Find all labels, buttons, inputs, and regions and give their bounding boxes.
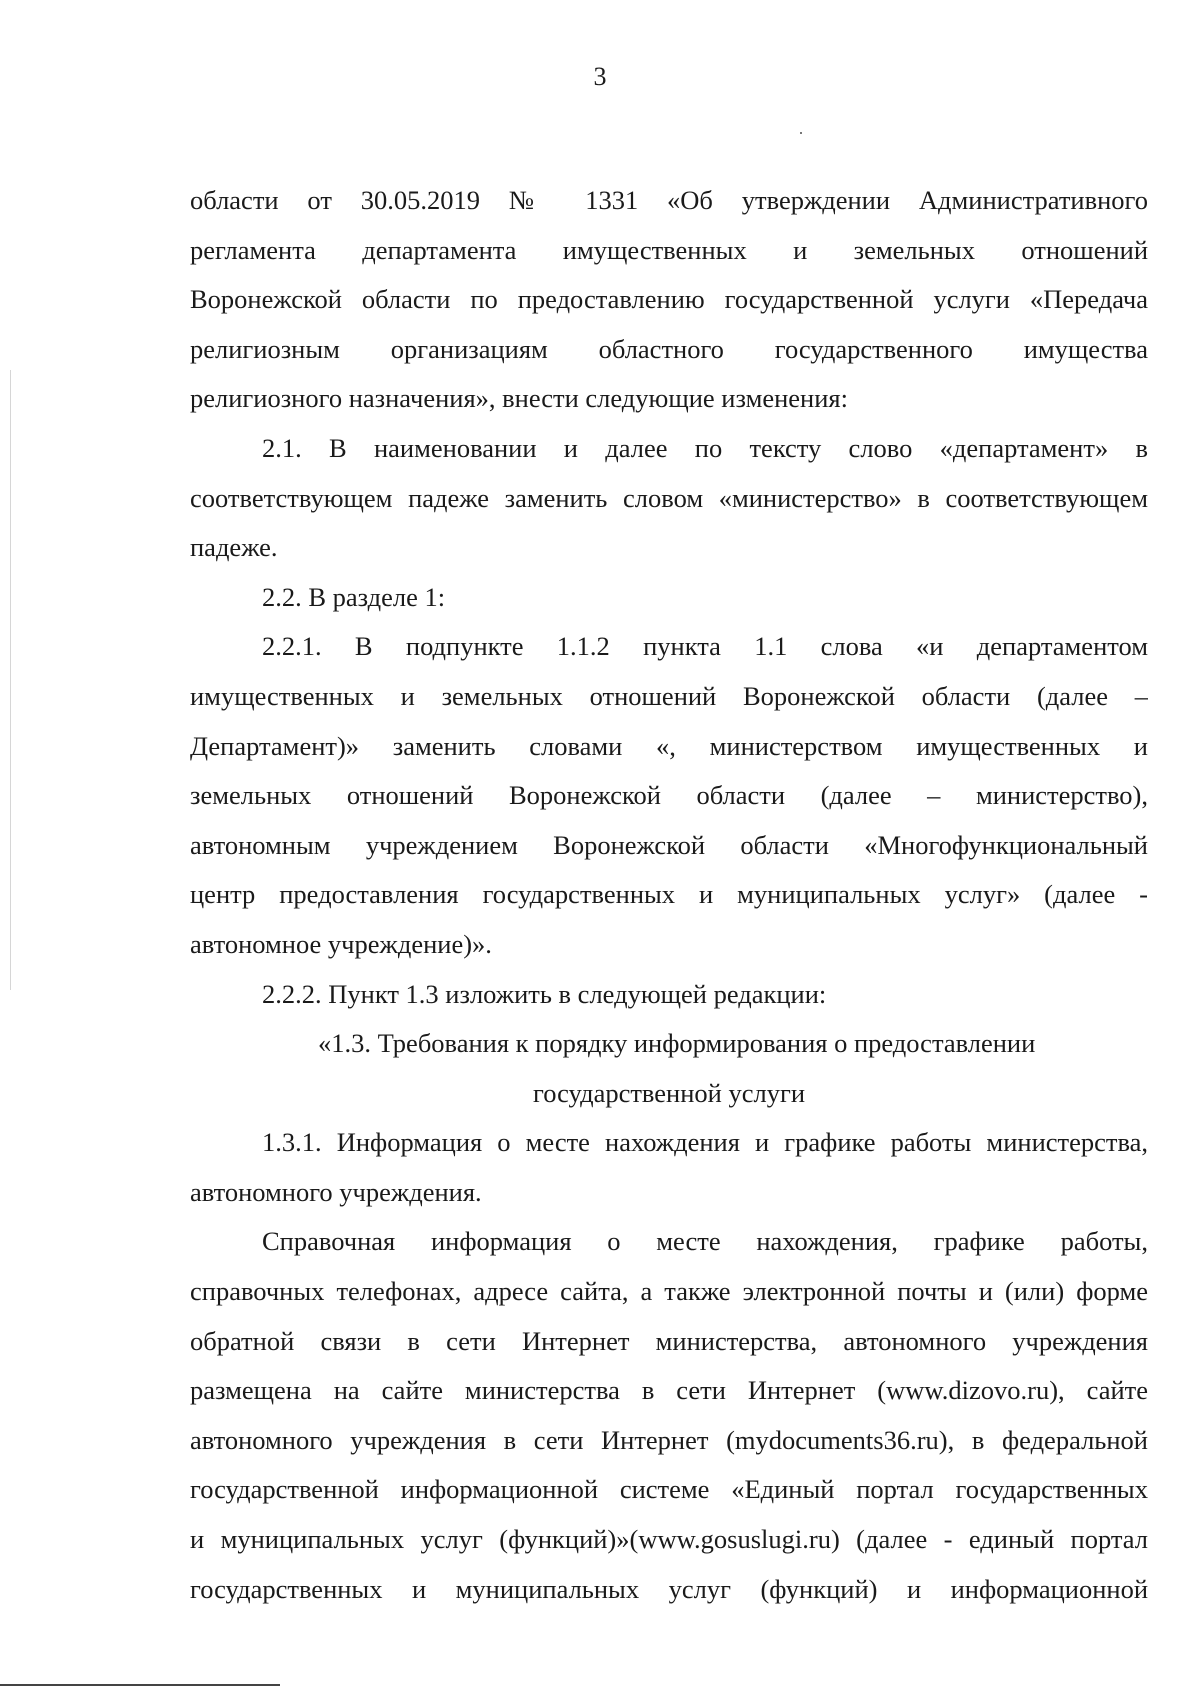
text-line: соответствующем падеже заменить словом «министерство» в соответствующем <box>190 482 1148 513</box>
text-line: имущественных и земельных отношений Воронежской области (далее – <box>190 680 1148 711</box>
scan-bottom-edge <box>0 1684 280 1686</box>
text-line: центр предоставления государственных и муниципальных услуг» (далее - <box>190 879 1148 910</box>
text-line: и муниципальных услуг (функций)»(www.gosuslugi.ru) (далее - единый портал <box>190 1524 1148 1555</box>
text-line: области от 30.05.2019 № 1331 «Об утверждении Административного <box>190 185 1148 215</box>
page-number: 3 <box>593 62 607 91</box>
scan-speck <box>800 132 802 134</box>
text-line: 2.2.1. В подпункте 1.1.2 пункта 1.1 слова «и департаментом <box>262 631 1148 662</box>
text-line: автономного учреждения. <box>190 1176 482 1207</box>
scan-edge-shadow <box>10 370 11 990</box>
text-line: земельных отношений Воронежской области (далее – министерство), <box>190 780 1148 811</box>
text-line: государственных и муниципальных услуг (функций) и информационной <box>190 1573 1148 1604</box>
text-line: 2.2.2. Пункт 1.3 изложить в следующей редакции: <box>262 978 827 1009</box>
text-line: автономное учреждение)». <box>190 928 492 959</box>
section-heading: «1.3. Требования к порядку информирования о предоставлении <box>318 1028 1036 1059</box>
text-line: справочных телефонах, адресе сайта, а также электронной почты и (или) форме <box>190 1276 1148 1307</box>
text-line: религиозным организациям областного государственного имущества <box>190 333 1148 364</box>
text-line: религиозного назначения», внести следующие изменения: <box>190 383 848 414</box>
text-line: автономным учреждением Воронежской области «Многофункциональный <box>190 829 1148 860</box>
text-line: Воронежской области по предоставлению государственной услуги «Передача <box>190 284 1148 315</box>
text-line: 2.2. В разделе 1: <box>262 581 446 612</box>
text-line: Справочная информация о месте нахождения, графике работы, <box>262 1226 1148 1257</box>
text-line: падеже. <box>190 532 278 563</box>
text-line: обратной связи в сети Интернет министерства, автономного учреждения <box>190 1325 1148 1356</box>
text-line: 2.1. В наименовании и далее по тексту слово «департамент» в <box>262 432 1148 463</box>
text-line: 1.3.1. Информация о месте нахождения и графике работы министерства, <box>262 1127 1148 1158</box>
text-line: размещена на сайте министерства в сети Интернет (www.dizovo.ru), сайте <box>190 1375 1148 1406</box>
text-line: автономного учреждения в сети Интернет (mydocuments36.ru), в федеральной <box>190 1424 1148 1455</box>
section-heading: государственной услуги <box>532 1077 806 1108</box>
text-line: Департамент)» заменить словами «, министерством имущественных и <box>190 730 1148 761</box>
text-line: государственной информационной системе «Единый портал государственных <box>190 1474 1148 1505</box>
text-line: регламента департамента имущественных и земельных отношений <box>190 234 1148 265</box>
document-body <box>190 176 1148 1614</box>
